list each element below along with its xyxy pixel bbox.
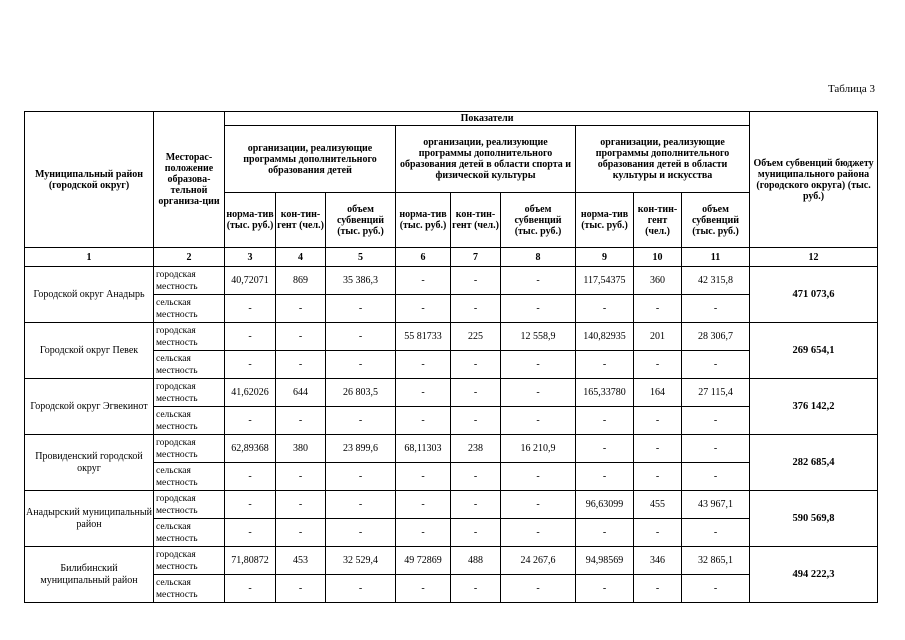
table-cell: 94,98569 [576, 547, 634, 575]
table-cell: 35 386,3 [326, 267, 396, 295]
table-cell: - [276, 519, 326, 547]
column-number: 9 [576, 248, 634, 267]
header-volume: объем субвенций (тыс. руб.) [326, 193, 396, 248]
table-cell: - [396, 295, 451, 323]
table-cell: 201 [634, 323, 682, 351]
header-subvention-total: Объем субвенций бюджету муниципального района (городского округа) (тыс. руб.) [750, 112, 878, 248]
table-cell: - [634, 407, 682, 435]
table-cell: - [451, 519, 501, 547]
table-cell: - [225, 323, 276, 351]
table-cell: 117,54375 [576, 267, 634, 295]
rural-location-label: сельская местность [154, 575, 225, 603]
column-number: 10 [634, 248, 682, 267]
column-number: 2 [154, 248, 225, 267]
header-contingent: кон-тин-гент (чел.) [276, 193, 326, 248]
table-cell: - [634, 351, 682, 379]
table-cell: - [276, 575, 326, 603]
table-cell: - [634, 463, 682, 491]
table-cell: - [634, 295, 682, 323]
table-cell: 96,63099 [576, 491, 634, 519]
table-cell: - [682, 407, 750, 435]
header-group-sport: организации, реализующие программы дополнительного образования детей в области спорта и физической культуры [396, 126, 576, 193]
table-cell: 41,62026 [225, 379, 276, 407]
table-cell: - [451, 267, 501, 295]
table-cell: 455 [634, 491, 682, 519]
table-cell: - [501, 575, 576, 603]
table-cell: 23 899,6 [326, 435, 396, 463]
column-number: 11 [682, 248, 750, 267]
table-cell: 453 [276, 547, 326, 575]
header-volume: объем субвенций (тыс. руб.) [501, 193, 576, 248]
table-cell: - [501, 267, 576, 295]
table-cell: - [501, 407, 576, 435]
table-cell: - [396, 351, 451, 379]
table-cell: - [501, 351, 576, 379]
table-cell: - [451, 351, 501, 379]
table-cell: - [576, 575, 634, 603]
table-cell: - [576, 435, 634, 463]
table-cell: - [501, 519, 576, 547]
subvention-total-cell: 590 569,8 [750, 491, 878, 547]
table-cell: - [276, 491, 326, 519]
table-cell: - [326, 407, 396, 435]
column-number: 1 [25, 248, 154, 267]
table-cell: - [451, 575, 501, 603]
table-cell: - [451, 379, 501, 407]
table-cell: - [396, 575, 451, 603]
column-number: 5 [326, 248, 396, 267]
header-group-culture: организации, реализующие программы дополнительного образования детей в области культуры и искусства [576, 126, 750, 193]
municipality-name: Городской округ Анадырь [25, 267, 154, 323]
rural-location-label: сельская местность [154, 407, 225, 435]
table-cell: - [576, 407, 634, 435]
table-cell: - [276, 295, 326, 323]
table-cell: 68,11303 [396, 435, 451, 463]
table-cell: - [576, 463, 634, 491]
municipality-name: Городской округ Певек [25, 323, 154, 379]
table-row [25, 323, 878, 351]
subvention-total-cell: 282 685,4 [750, 435, 878, 491]
table-row [25, 491, 878, 519]
table-cell: - [276, 463, 326, 491]
urban-location-label: городская местность [154, 323, 225, 351]
table-cell: - [501, 491, 576, 519]
column-number: 4 [276, 248, 326, 267]
table-cell: - [225, 407, 276, 435]
rural-location-label: сельская местность [154, 351, 225, 379]
column-number: 8 [501, 248, 576, 267]
table-cell: 380 [276, 435, 326, 463]
table-cell: - [225, 463, 276, 491]
table-cell: - [396, 491, 451, 519]
table-cell: - [682, 519, 750, 547]
table-cell: - [634, 435, 682, 463]
column-number-row [25, 248, 878, 267]
urban-location-label: городская местность [154, 379, 225, 407]
table-cell: 62,89368 [225, 435, 276, 463]
table-cell: - [276, 323, 326, 351]
table-cell: 43 967,1 [682, 491, 750, 519]
table-cell: 360 [634, 267, 682, 295]
table-cell: - [396, 379, 451, 407]
table-cell: 488 [451, 547, 501, 575]
subvention-total-cell: 471 073,6 [750, 267, 878, 323]
table-cell: - [451, 491, 501, 519]
table-cell: 27 115,4 [682, 379, 750, 407]
table-cell: - [576, 295, 634, 323]
table-row [25, 547, 878, 575]
header-indicators: Показатели [225, 112, 750, 126]
table-cell: 32 865,1 [682, 547, 750, 575]
table-cell: 164 [634, 379, 682, 407]
table-cell: - [396, 519, 451, 547]
table-cell: - [682, 575, 750, 603]
table-cell: - [225, 491, 276, 519]
table-cell: - [451, 295, 501, 323]
table-row [25, 267, 878, 295]
table-cell: - [451, 407, 501, 435]
rural-location-label: сельская местность [154, 463, 225, 491]
rural-location-label: сельская местность [154, 295, 225, 323]
header-municipality: Муниципальный район (городской округ) [25, 112, 154, 248]
table-cell: - [326, 351, 396, 379]
table-cell: - [682, 435, 750, 463]
table-cell: 225 [451, 323, 501, 351]
table-cell: 16 210,9 [501, 435, 576, 463]
municipality-name: Билибинский муниципальный район [25, 547, 154, 603]
table-cell: 644 [276, 379, 326, 407]
table-cell: 71,80872 [225, 547, 276, 575]
subvention-total-cell: 494 222,3 [750, 547, 878, 603]
table-cell: - [326, 295, 396, 323]
urban-location-label: городская местность [154, 267, 225, 295]
table-cell: 32 529,4 [326, 547, 396, 575]
table-cell: - [396, 407, 451, 435]
subvention-table [24, 111, 878, 603]
header-location: Месторас-положение образова-тельной организа-ции [154, 112, 225, 248]
table-cell: - [634, 519, 682, 547]
header-norm: норма-тив (тыс. руб.) [396, 193, 451, 248]
header-volume: объем субвенций (тыс. руб.) [682, 193, 750, 248]
table-row [25, 379, 878, 407]
column-number: 12 [750, 248, 878, 267]
column-number: 7 [451, 248, 501, 267]
table-cell: - [682, 463, 750, 491]
table-cell: - [682, 295, 750, 323]
table-cell: - [501, 463, 576, 491]
subvention-total-cell: 269 654,1 [750, 323, 878, 379]
urban-location-label: городская местность [154, 547, 225, 575]
table-cell: - [326, 519, 396, 547]
column-number: 3 [225, 248, 276, 267]
table-cell: 26 803,5 [326, 379, 396, 407]
table-cell: - [225, 575, 276, 603]
column-number: 6 [396, 248, 451, 267]
table-cell: - [326, 491, 396, 519]
table-cell: - [326, 323, 396, 351]
table-cell: - [326, 463, 396, 491]
municipality-name: Городской округ Эгвекинот [25, 379, 154, 435]
table-cell: - [682, 351, 750, 379]
table-cell: - [501, 379, 576, 407]
municipality-name: Провиденский городской округ [25, 435, 154, 491]
rural-location-label: сельская местность [154, 519, 225, 547]
table-cell: 12 558,9 [501, 323, 576, 351]
table-cell: 49 72869 [396, 547, 451, 575]
table-cell: - [276, 407, 326, 435]
table-cell: - [576, 519, 634, 547]
table-cell: - [634, 575, 682, 603]
header-contingent: кон-тин-гент (чел.) [634, 193, 682, 248]
urban-location-label: городская местность [154, 435, 225, 463]
table-cell: - [326, 575, 396, 603]
table-cell: 140,82935 [576, 323, 634, 351]
table-cell: 55 81733 [396, 323, 451, 351]
table-cell: 24 267,6 [501, 547, 576, 575]
table-cell: 40,72071 [225, 267, 276, 295]
table-cell: 238 [451, 435, 501, 463]
header-norm: норма-тив (тыс. руб.) [576, 193, 634, 248]
table-cell: - [451, 463, 501, 491]
table-cell: - [501, 295, 576, 323]
header-norm: норма-тив (тыс. руб.) [225, 193, 276, 248]
table-cell: 42 315,8 [682, 267, 750, 295]
table-row [25, 435, 878, 463]
table-cell: - [276, 351, 326, 379]
table-cell: - [225, 295, 276, 323]
table-cell: - [225, 519, 276, 547]
table-cell: 869 [276, 267, 326, 295]
table-cell: 165,33780 [576, 379, 634, 407]
subvention-total-cell: 376 142,2 [750, 379, 878, 435]
municipality-name: Анадырский муниципальный район [25, 491, 154, 547]
header-contingent: кон-тин-гент (чел.) [451, 193, 501, 248]
table-cell: - [396, 267, 451, 295]
table-cell: 28 306,7 [682, 323, 750, 351]
table-cell: 346 [634, 547, 682, 575]
urban-location-label: городская местность [154, 491, 225, 519]
table-cell: - [396, 463, 451, 491]
table-cell: - [225, 351, 276, 379]
table-cell: - [576, 351, 634, 379]
table-caption: Таблица 3 [827, 83, 875, 95]
header-group-general: организации, реализующие программы дополнительного образования детей [225, 126, 396, 193]
